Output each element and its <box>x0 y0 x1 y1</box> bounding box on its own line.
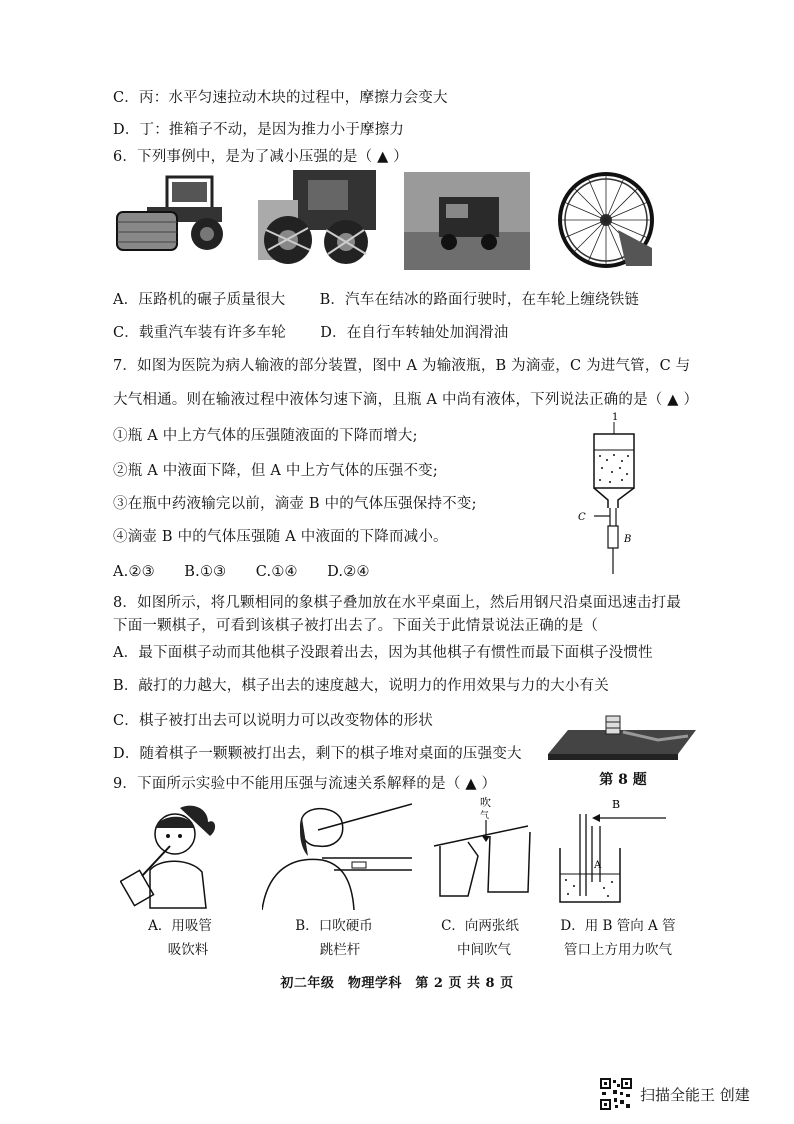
coin-blow-drawing <box>262 800 412 910</box>
watermark-text: 扫描全能王 创建 <box>640 1085 750 1104</box>
heavy-truck-image <box>404 172 530 270</box>
q7-stem-2: 大气相通。则在输液过程中液体匀速下滴，且瓶 A 中尚有液体，下列说法正确的是（ ▲ ） <box>113 392 699 408</box>
road-roller-image <box>112 172 232 254</box>
iv-label-c: C <box>578 512 586 523</box>
q6-options-ab: A．压路机的碾子质量很大 B．汽车在结冰的路面行驶时，在车轮上缠绕铁链 <box>113 292 640 308</box>
q9c-qi-label: 气 <box>480 811 490 821</box>
q7-answer-options: A.②③ B.①③ C.①④ D.②④ <box>113 564 370 580</box>
two-paper-sheets-drawing <box>428 796 536 908</box>
q9c-caption-2: 中间吹气 <box>457 942 511 958</box>
qr-code-icon <box>600 1078 632 1110</box>
q9-stem: 9．下面所示实验中不能用压强与流速关系解释的是（ ▲ ） <box>113 776 497 792</box>
q8-figure-label: 第 8 题 <box>599 772 647 788</box>
girl-straw-drawing <box>120 800 220 910</box>
q5-option-c: C．丙：水平匀速拉动木块的过程中，摩擦力会变大 <box>113 90 448 106</box>
q9d-b-label: B <box>612 798 621 811</box>
q8-option-c: C．棋子被打出去可以说明力可以改变物体的形状 <box>113 713 433 729</box>
q7-stem-1: 7．如图为医院为病人输液的部分装置，图中 A 为输液瓶，B 为滴壶，C 为进气管，C 与 <box>113 358 691 374</box>
bicycle-wheel-image <box>556 170 656 270</box>
q7-statement-1: ①瓶 A 中上方气体的压强随液面的下降而增大; <box>113 428 418 444</box>
iv-label-top: 1 <box>612 412 619 423</box>
q9a-caption-1: A．用吸管 <box>148 918 212 934</box>
q8-option-a: A．最下面棋子动而其他棋子没跟着出去，因为其他棋子有惯性而最下面棋子没惯性 <box>113 645 653 661</box>
q9b-caption-1: B．口吹硬币 <box>295 918 373 934</box>
two-tube-beaker-drawing <box>556 796 676 906</box>
q9a-caption-2: 吸饮料 <box>167 942 209 958</box>
page-footer: 初二年级 物理学科 第 2 页 共 8 页 <box>280 976 514 991</box>
q8-option-d: D．随着棋子一颗颗被打出去，剩下的棋子堆对桌面的压强变大 <box>113 746 522 762</box>
q7-statement-3: ③在瓶中药液输完以前，滴壶 B 中的气体压强保持不变; <box>113 496 477 512</box>
q6-stem: 6．下列事例中，是为了减小压强的是（ ▲ ） <box>113 149 408 165</box>
q9c-blow-label: 吹 <box>480 796 491 809</box>
q8-stem-1: 8．如图所示，将几颗相同的象棋子叠加放在水平桌面上，然后用钢尺沿桌面迅速击打最 <box>113 595 682 611</box>
tire-chain-truck-image <box>258 170 376 268</box>
q8-stem-2: 下面一颗棋子，可看到该棋子被打出去了。下面关于此情景说法正确的是（ <box>113 618 599 634</box>
q5-option-d: D．丁：推箱子不动，是因为推力小于摩擦力 <box>113 122 405 138</box>
iv-drip-diagram <box>572 408 652 574</box>
q6-options-cd: C．载重汽车装有许多车轮 D．在自行车转轴处加润滑油 <box>113 325 509 341</box>
scanner-watermark <box>600 1078 750 1110</box>
iv-label-b: B <box>624 534 632 545</box>
q9d-caption-1: D．用 B 管向 A 管 <box>560 918 676 934</box>
q9c-caption-1: C．向两张纸 <box>441 918 519 934</box>
q9b-caption-2: 跳栏杆 <box>319 942 361 958</box>
chess-piece-image <box>548 712 696 760</box>
q8-option-b: B．敲打的力越大，棋子出去的速度越大，说明力的作用效果与力的大小有关 <box>113 678 609 694</box>
q9d-a-label: A <box>594 860 602 871</box>
q9d-caption-2: 管口上方用力吹气 <box>564 942 672 958</box>
q7-statement-2: ②瓶 A 中液面下降，但 A 中上方气体的压强不变; <box>113 463 438 479</box>
q7-statement-4: ④滴壶 B 中的气体压强随 A 中液面的下降而减小。 <box>113 529 448 545</box>
